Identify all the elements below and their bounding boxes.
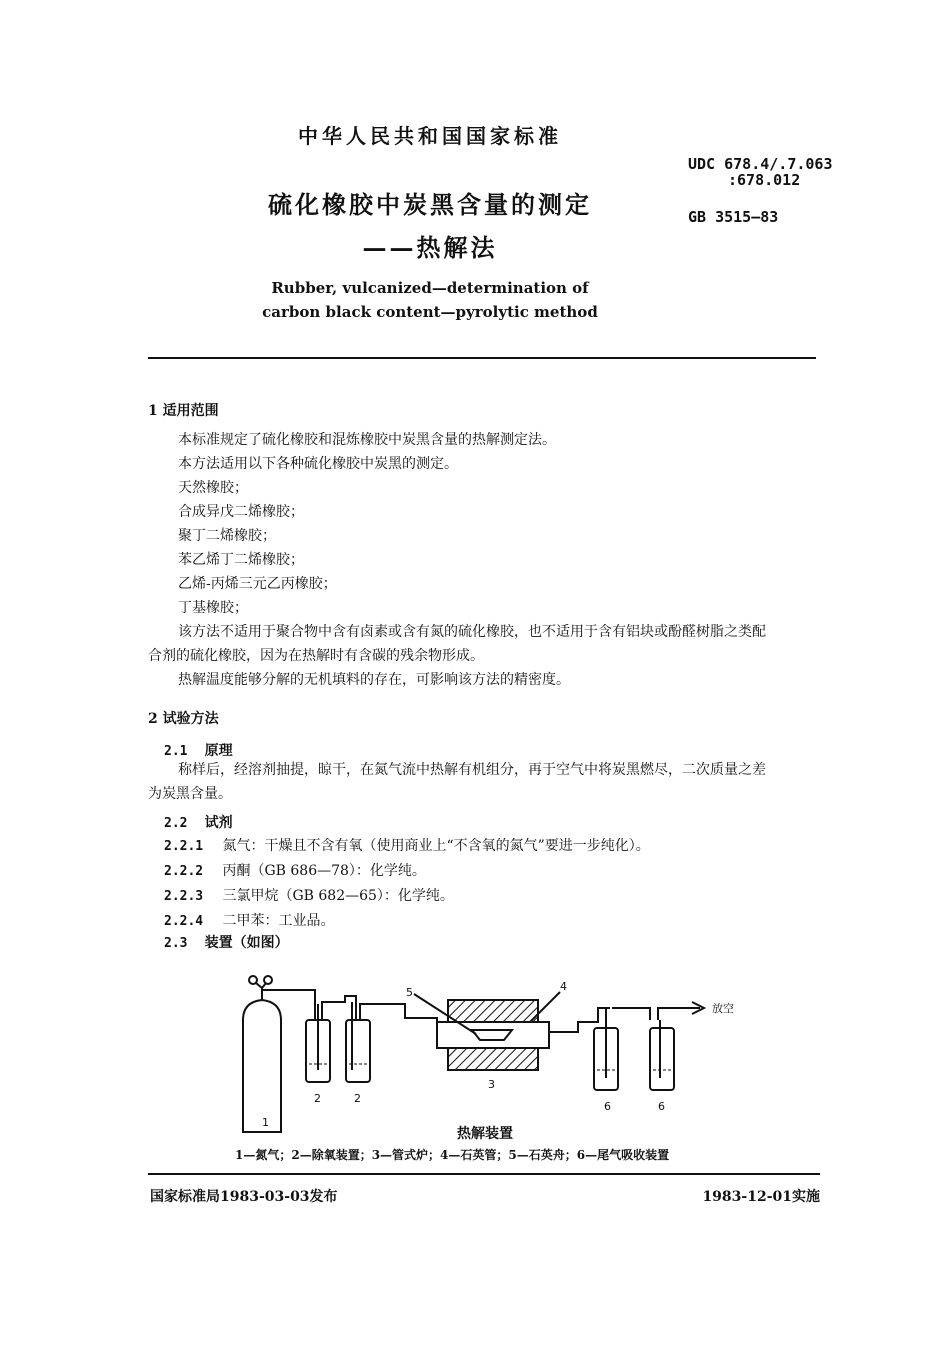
label-3: 3 [488, 1078, 495, 1091]
label-4: 4 [560, 980, 567, 993]
title-cn: 硫化橡胶中炭黑含量的测定 [268, 190, 592, 219]
reagent-text: 二甲苯：工业品。 [222, 913, 335, 929]
reagent-text: 丙酮（GB 686—78）：化学纯。 [222, 863, 426, 879]
issued-date: 国家标准局1983-03-03发布 [150, 1189, 338, 1205]
s1-para-4: 热解温度能够分解的无机填料的存在，可影响该方法的精密度。 [178, 672, 570, 688]
s23-num: 2.3 [164, 936, 188, 951]
gb-number: GB 3515—83 [688, 208, 779, 226]
reagent-item [164, 834, 650, 859]
s1-list-item: 合成异戊二烯橡胶； [178, 504, 304, 520]
s21-title: 原理 [204, 743, 233, 759]
s22-heading [164, 812, 233, 832]
s1-list-item: 天然橡胶； [178, 480, 248, 496]
tail-gas-absorber [650, 1028, 674, 1090]
header-rule [148, 357, 816, 359]
nitrogen-cylinder [243, 1000, 281, 1132]
s1-para-3-line-1: 该方法不适用于聚合物中含有卤素或含有氮的硫化橡胶，也不适用于含有铝块或酚醛树脂之类配 [178, 624, 766, 640]
reagent-num: 2.2.3 [164, 889, 204, 904]
reagent-list [164, 834, 650, 934]
reagent-item [164, 884, 650, 909]
s21-num: 2.1 [164, 744, 188, 759]
label-2: 2 [314, 1092, 321, 1105]
s1-para-1: 本标准规定了硫化橡胶和混炼橡胶中炭黑含量的热解测定法。 [178, 432, 556, 448]
label-5: 5 [406, 986, 413, 999]
s1-para-3 [148, 620, 828, 668]
reagent-num: 2.2.2 [164, 864, 204, 879]
reagent-text: 三氯甲烷（GB 682—65）：化学纯。 [222, 888, 454, 904]
subtitle-cn: ——热解法 [362, 233, 498, 262]
s1-list-item: 苯乙烯丁二烯橡胶； [178, 552, 304, 568]
s23-title: 装置（如图） [204, 935, 289, 951]
standard-header: 中华人民共和国国家标准 [298, 124, 562, 148]
s21-line-2: 为炭黑含量。 [148, 786, 232, 802]
s1-para-2: 本方法适用以下各种硫化橡胶中炭黑的测定。 [178, 456, 458, 472]
section-1-body [178, 428, 818, 620]
footer-rule [148, 1173, 820, 1175]
figure-legend: 1—氮气；2—除氧装置；3—管式炉；4—石英管；5—石英舟；6—尾气吸收装置 [235, 1148, 670, 1162]
tube-furnace-top [448, 1000, 538, 1022]
quartz-boat [472, 1030, 512, 1040]
section-1-heading: 1 适用范围 [148, 403, 219, 419]
s22-title: 试剂 [204, 815, 233, 831]
reagent-item [164, 909, 650, 934]
s1-para-3-line-2: 合剂的硫化橡胶，因为在热解时有含碳的残余物形成。 [148, 648, 484, 664]
title-en-line-1: Rubber, vulcanized—determination of [271, 279, 589, 297]
effective-date: 1983-12-01实施 [702, 1189, 820, 1205]
reagent-item [164, 859, 650, 884]
s21-body [148, 758, 828, 806]
cylinder-valve [249, 976, 257, 984]
tube-furnace-bottom [448, 1048, 538, 1070]
reagent-num: 2.2.4 [164, 914, 204, 929]
label-1: 1 [262, 1116, 269, 1129]
reagent-text: 氮气：干燥且不含有氧（使用商业上“不含氧的氮气”要进一步纯化）。 [222, 838, 650, 854]
figure-caption: 热解装置 [457, 1126, 513, 1142]
udc-line-2: :678.012 [728, 171, 801, 189]
udc-line-1: UDC 678.4/.7.063 [688, 155, 833, 173]
label-2: 2 [354, 1092, 361, 1105]
label-6: 6 [658, 1100, 665, 1113]
s22-num: 2.2 [164, 816, 188, 831]
deoxidizer-bottle [346, 1020, 370, 1082]
s1-list-item: 丁基橡胶； [178, 600, 248, 616]
title-en-line-2: carbon black content—pyrolytic method [262, 303, 598, 321]
s1-list-item: 乙烯-丙烯三元乙丙橡胶； [178, 576, 337, 592]
s21-line-1: 称样后，经溶剂抽提，晾干，在氮气流中热解有机组分，再于空气中将炭黑燃尽，二次质量之差 [178, 762, 766, 778]
label-vent: 放空 [712, 1002, 734, 1015]
title-en [140, 276, 720, 324]
section-2-heading: 2 试验方法 [148, 711, 219, 727]
quartz-tube [437, 1022, 549, 1048]
s1-list-item: 聚丁二烯橡胶； [178, 528, 276, 544]
udc-code [688, 156, 833, 188]
reagent-num: 2.2.1 [164, 839, 204, 854]
label-6: 6 [604, 1100, 611, 1113]
s23-heading [164, 932, 289, 952]
s21-heading [164, 740, 233, 760]
